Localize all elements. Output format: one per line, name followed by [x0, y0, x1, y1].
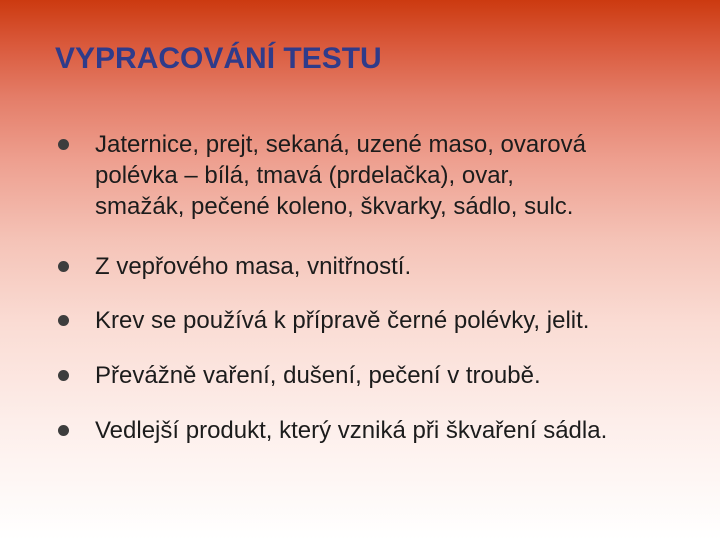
bullet-dot-icon [58, 425, 69, 436]
bullet-line: polévka – bílá, tmavá (prdelačka), ovar, [95, 162, 514, 189]
list-item [58, 360, 541, 391]
bullet-text [95, 360, 541, 391]
bullet-dot-icon [58, 370, 69, 381]
bullet-text [95, 129, 586, 222]
list-item [58, 129, 586, 222]
bullet-line: Krev se používá k přípravě černé polévky, jelit. [95, 307, 590, 334]
list-item [58, 251, 411, 282]
bullet-line: Vedlejší produkt, který vzniká při škvaření sádla. [95, 417, 608, 444]
list-item [58, 415, 607, 446]
bullet-dot-icon [58, 139, 69, 150]
bullet-text [95, 251, 411, 282]
bullet-text [95, 415, 607, 446]
bullet-dot-icon [58, 315, 69, 326]
bullet-line: Převážně vaření, dušení, pečení v troubě. [95, 362, 541, 389]
list-item [58, 305, 589, 336]
bullet-line: smažák, pečené koleno, škvarky, sádlo, sulc. [95, 193, 574, 220]
bullet-line: Jaternice, prejt, sekaná, uzené maso, ovarová [95, 131, 586, 158]
bullet-text [95, 305, 589, 336]
slide-title: VYPRACOVÁNÍ TESTU [55, 42, 382, 75]
bullet-line: Z vepřového masa, vnitřností. [95, 253, 412, 280]
bullet-dot-icon [58, 261, 69, 272]
